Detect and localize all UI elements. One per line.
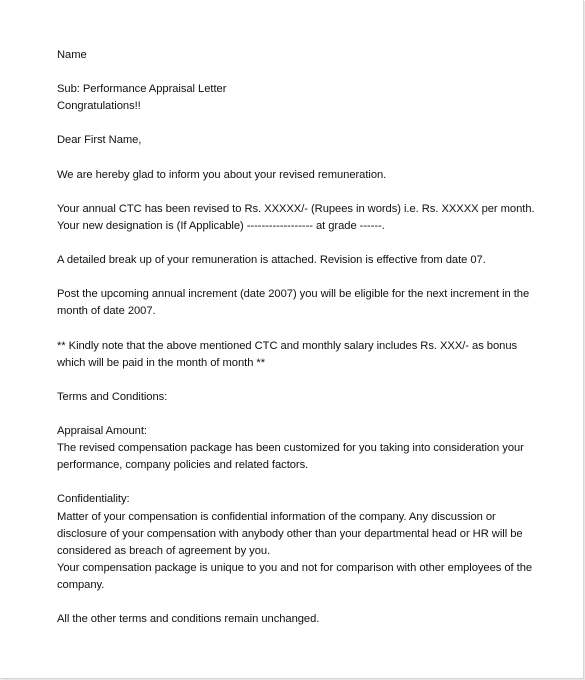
ctc-line-1: Your annual CTC has been revised to Rs. XXXXX/- (Rupees in words) i.e. Rs. XXXXX per month. bbox=[57, 202, 535, 215]
appraisal-line-1: The revised compensation package has been customized for you taking into consideration your bbox=[57, 442, 524, 455]
subject-line: Sub: Performance Appraisal Letter bbox=[57, 83, 227, 96]
confidentiality-line-3: considered as breach of agreement by you. bbox=[57, 544, 271, 557]
letter-body bbox=[57, 47, 535, 628]
blank-line bbox=[57, 269, 527, 286]
blank-line bbox=[57, 474, 527, 491]
terms-heading: Terms and Conditions: bbox=[57, 390, 168, 403]
appraisal-line-2: performance, company policies and related factors. bbox=[57, 459, 309, 472]
note-line-1: ** Kindly note that the above mentioned CTC and monthly salary includes Rs. XXX/- as bonus bbox=[57, 339, 518, 352]
blank-line bbox=[57, 184, 527, 201]
appraisal-heading: Appraisal Amount: bbox=[57, 425, 147, 438]
confidentiality-line-2: disclosure of your compensation with anybody other than your departmental head or HR will be bbox=[57, 527, 523, 540]
blank-line bbox=[57, 321, 527, 338]
closing-line: All the other terms and conditions remain unchanged. bbox=[57, 613, 320, 626]
recipient-name: Name bbox=[57, 49, 87, 61]
blank-line bbox=[57, 594, 527, 611]
intro-paragraph: We are hereby glad to inform you about your revised remuneration. bbox=[57, 168, 387, 181]
ctc-line-2: Your new designation is (If Applicable) ------------------ at grade ------. bbox=[57, 219, 385, 232]
confidentiality-line-1: Matter of your compensation is confidential information of the company. Any discussion or bbox=[57, 510, 496, 523]
blank-line bbox=[57, 372, 527, 389]
salutation: Dear First Name, bbox=[57, 134, 142, 147]
note-line-2: which will be paid in the month of month ** bbox=[57, 356, 266, 369]
blank-line bbox=[57, 115, 527, 132]
breakup-paragraph: A detailed break up of your remuneration is attached. Revision is effective from date 07. bbox=[57, 254, 486, 267]
congratulations-line: Congratulations!! bbox=[57, 100, 141, 113]
confidentiality-line-5: company. bbox=[57, 578, 105, 591]
confidentiality-line-4: Your compensation package is unique to you and not for comparison with other employees of the bbox=[57, 561, 533, 574]
increment-line-2: month of date 2007. bbox=[57, 305, 156, 318]
blank-line bbox=[57, 150, 527, 167]
increment-line-1: Post the upcoming annual increment (date 2007) you will be eligible for the next increment in the bbox=[57, 288, 530, 301]
blank-line bbox=[57, 235, 527, 252]
confidentiality-heading: Confidentiality: bbox=[57, 493, 130, 506]
blank-line bbox=[57, 64, 527, 81]
blank-line bbox=[57, 406, 527, 423]
